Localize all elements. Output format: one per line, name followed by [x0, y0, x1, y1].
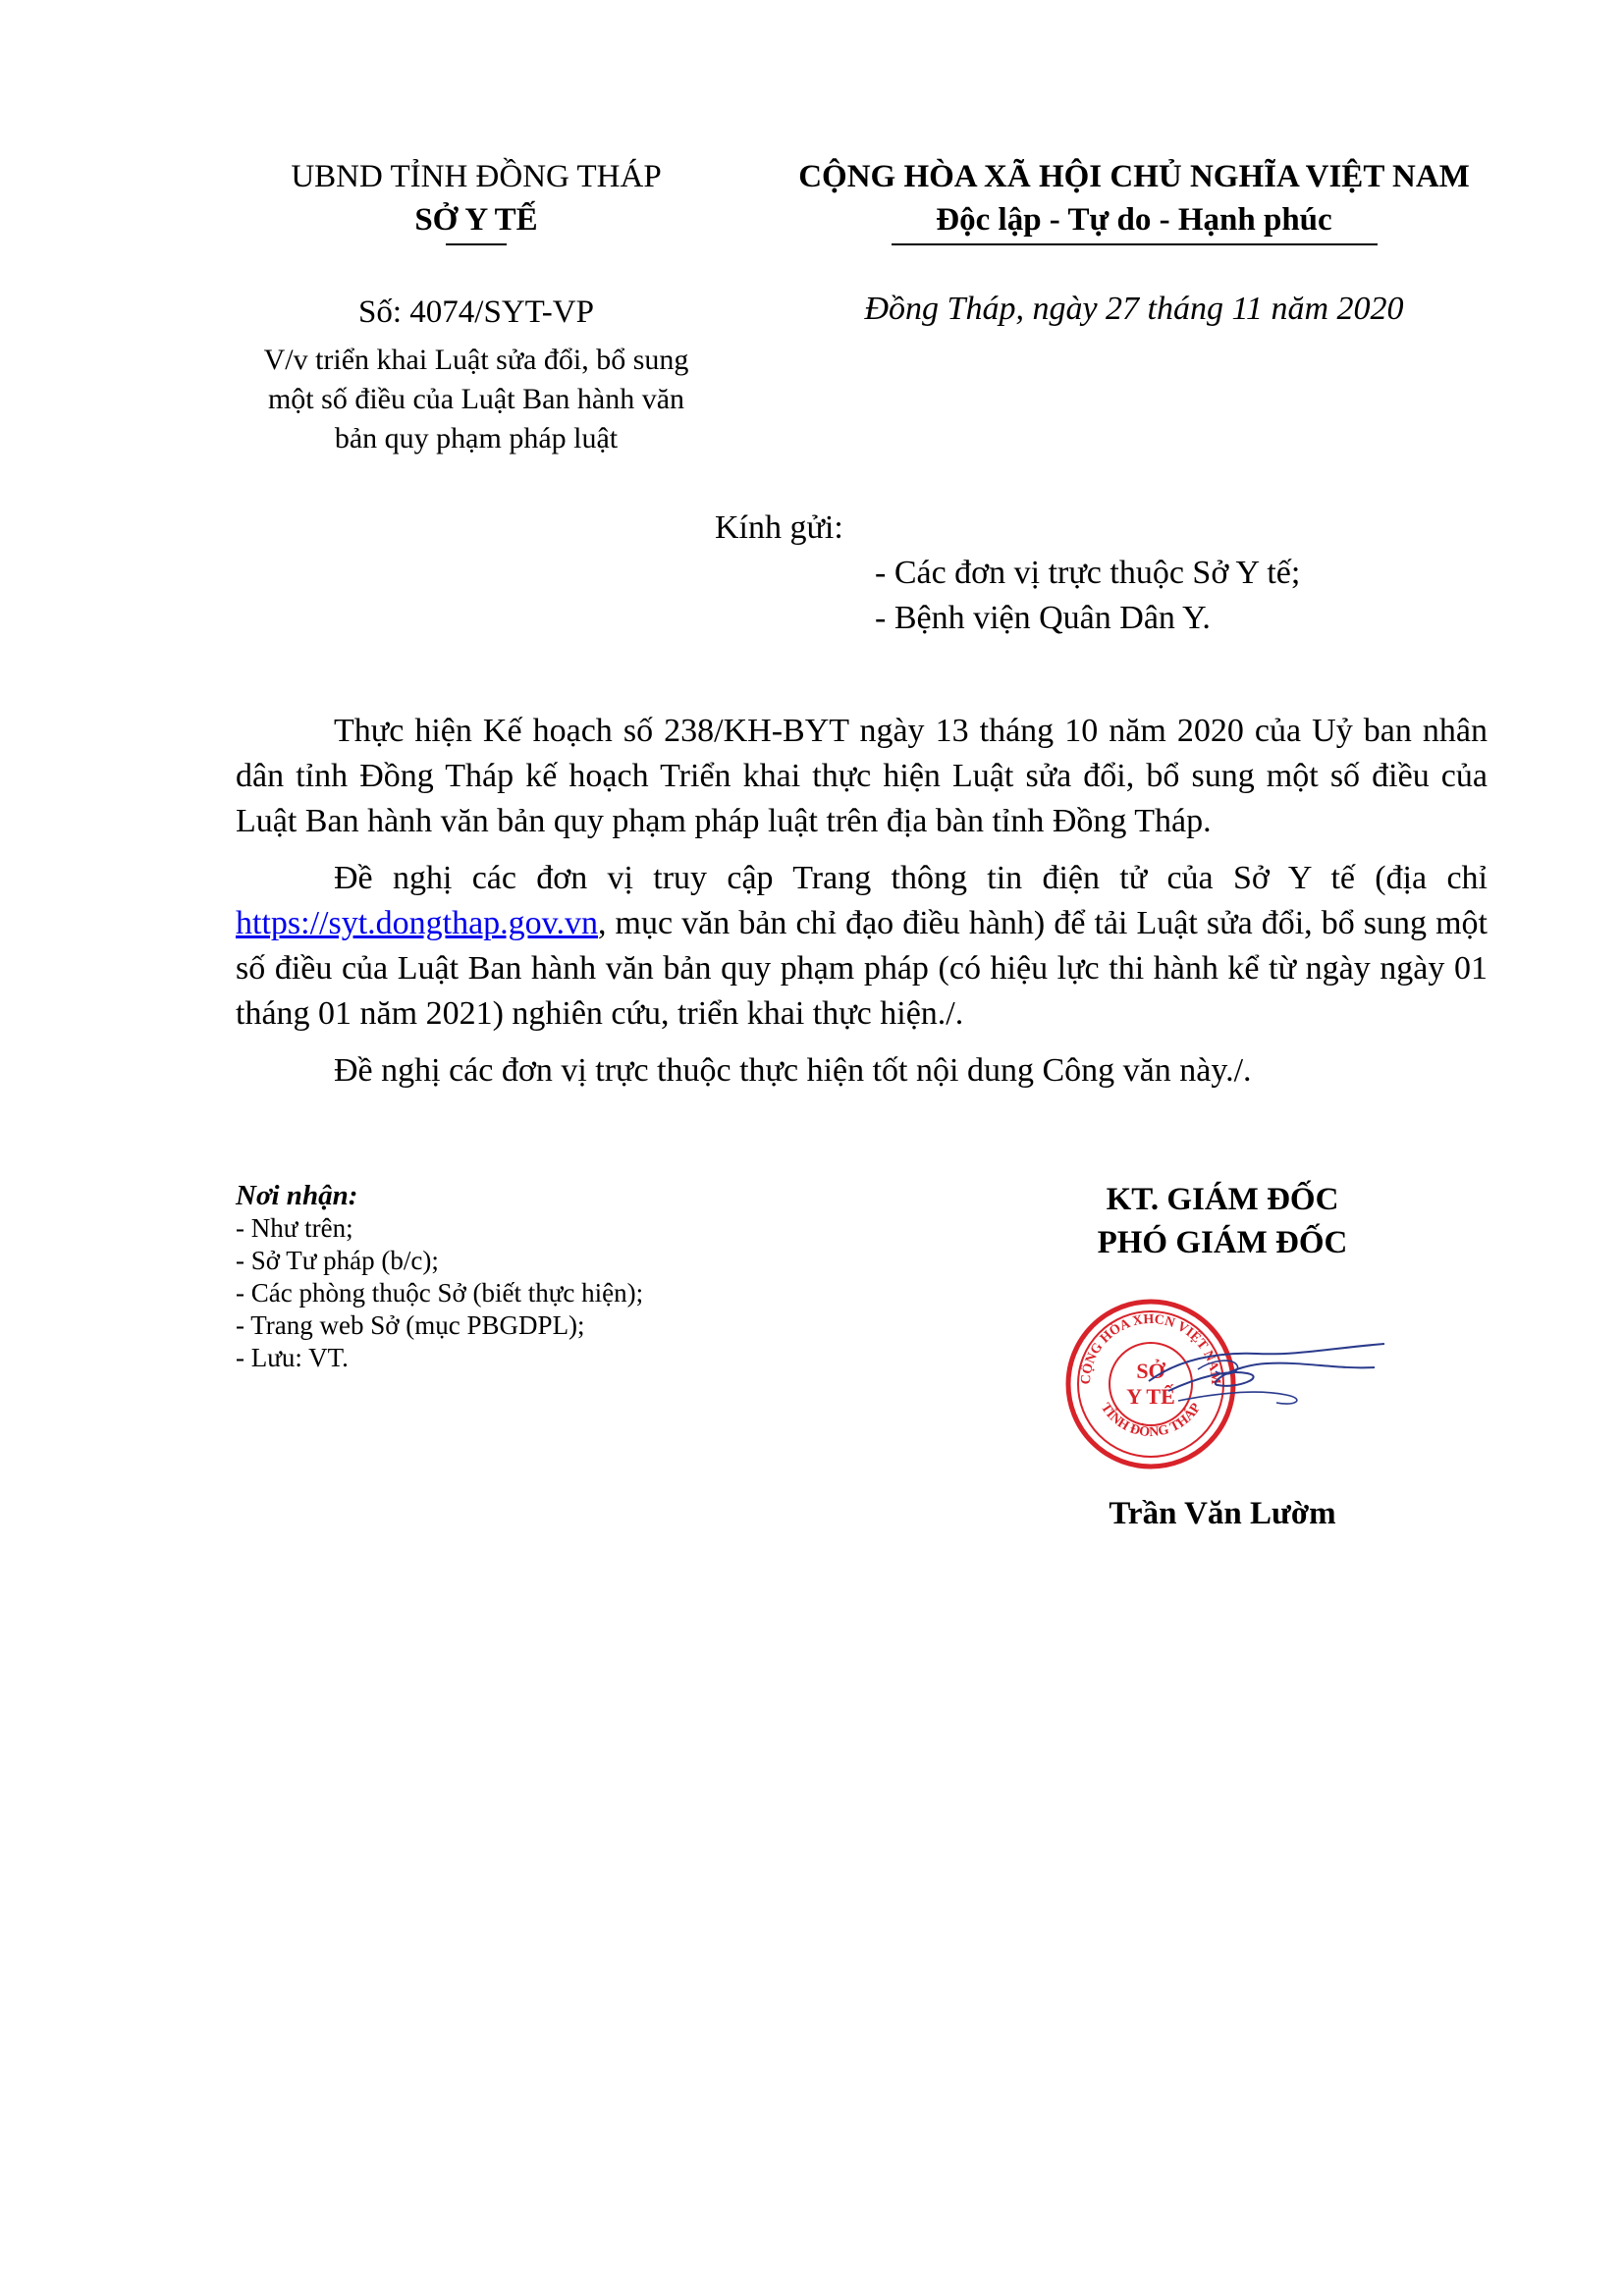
- distribution-item: - Trang web Sở (mục PBGDPL);: [236, 1310, 585, 1340]
- national-header-block: [717, 155, 1551, 245]
- subject-line: bản quy phạm pháp luật: [334, 422, 619, 454]
- nation-title: CỘNG HÒA XÃ HỘI CHỦ NGHĨA VIỆT NAM: [798, 159, 1470, 194]
- recipients-label: Kính gửi:: [715, 509, 843, 546]
- document-body: [236, 709, 1488, 1105]
- motto-underline: [892, 243, 1378, 245]
- signatory-position: PHÓ GIÁM ĐỐC: [1097, 1225, 1348, 1260]
- document-subject: [221, 341, 731, 458]
- issuing-agency-block: [245, 155, 707, 245]
- body-paragraph: [236, 856, 1488, 1037]
- distribution-list: [236, 1180, 785, 1374]
- website-link[interactable]: https://syt.dongthap.gov.vn: [236, 905, 598, 941]
- distribution-item: - Sở Tư pháp (b/c);: [236, 1246, 439, 1275]
- document-number: Số: 4074/SYT-VP: [358, 294, 594, 330]
- subject-line: V/v triển khai Luật sửa đổi, bổ sung: [263, 344, 689, 376]
- recipient-item: - Bệnh viện Quân Dân Y.: [875, 600, 1211, 636]
- subject-line: một số điều của Luật Ban hành văn: [267, 383, 685, 415]
- distribution-item: - Các phòng thuộc Sở (biết thực hiện);: [236, 1278, 644, 1308]
- agency-name: SỞ Y TẾ: [414, 202, 538, 238]
- body-paragraph: Đề nghị các đơn vị trực thuộc thực hiện tốt nội dung Công văn này./.: [334, 1052, 1252, 1089]
- body-paragraph: Thực hiện Kế hoạch số 238/KH-BYT ngày 13 tháng 10 năm 2020 của Uỷ ban nhân dân tỉnh Đồng Tháp kế hoạch Triển khai thực hiện Luật sửa đổi, bổ sung một số điều của Luật Ban hành văn bản quy phạm pháp luật trên địa bàn tỉnh Đồng Tháp.: [236, 713, 1488, 839]
- signature-graphic: [1139, 1330, 1394, 1418]
- seal-bottom-text: TỈNH ĐỒNG THÁP: [1097, 1400, 1205, 1441]
- distribution-title: Nơi nhận:: [236, 1180, 358, 1211]
- seal-center-text: SỞ: [1136, 1359, 1165, 1383]
- distribution-item: - Lưu: VT.: [236, 1343, 349, 1372]
- paragraph-text: , mục văn bản chỉ đạo điều hành) để tải Luật sửa đổi, bổ sung một số điều của Luật Ban hành văn bản quy phạm pháp (có hiệu lực thi hành kể từ ngày ngày 01 tháng 01 năm 2021) nghiên cứu, triển khai thực hiện./.: [236, 905, 1488, 1032]
- signer-name: Trần Văn Lườm: [1109, 1496, 1336, 1531]
- place-date-line: Đồng Tháp, ngày 27 tháng 11 năm 2020: [864, 291, 1404, 327]
- handwritten-signature: [1139, 1330, 1394, 1418]
- seal-center-text: Y TẾ: [1126, 1384, 1175, 1409]
- seal-ring-text: CỘNG HÒA XHCN VIỆT NAM: [1078, 1311, 1223, 1386]
- parent-agency: UBND TỈNH ĐỒNG THÁP: [291, 159, 662, 194]
- recipients-block: [715, 506, 1500, 641]
- signatory-role: KT. GIÁM ĐỐC: [1106, 1182, 1339, 1217]
- national-motto: Độc lập - Tự do - Hạnh phúc: [936, 202, 1332, 238]
- signatory-title-block: [1021, 1178, 1424, 1264]
- agency-underline: [446, 243, 507, 245]
- paragraph-text: Đề nghị các đơn vị truy cập Trang thông tin điện tử của Sở Y tế (địa chỉ: [334, 860, 1488, 896]
- recipient-item: - Các đơn vị trực thuộc Sở Y tế;: [875, 555, 1301, 591]
- distribution-item: - Như trên;: [236, 1213, 353, 1243]
